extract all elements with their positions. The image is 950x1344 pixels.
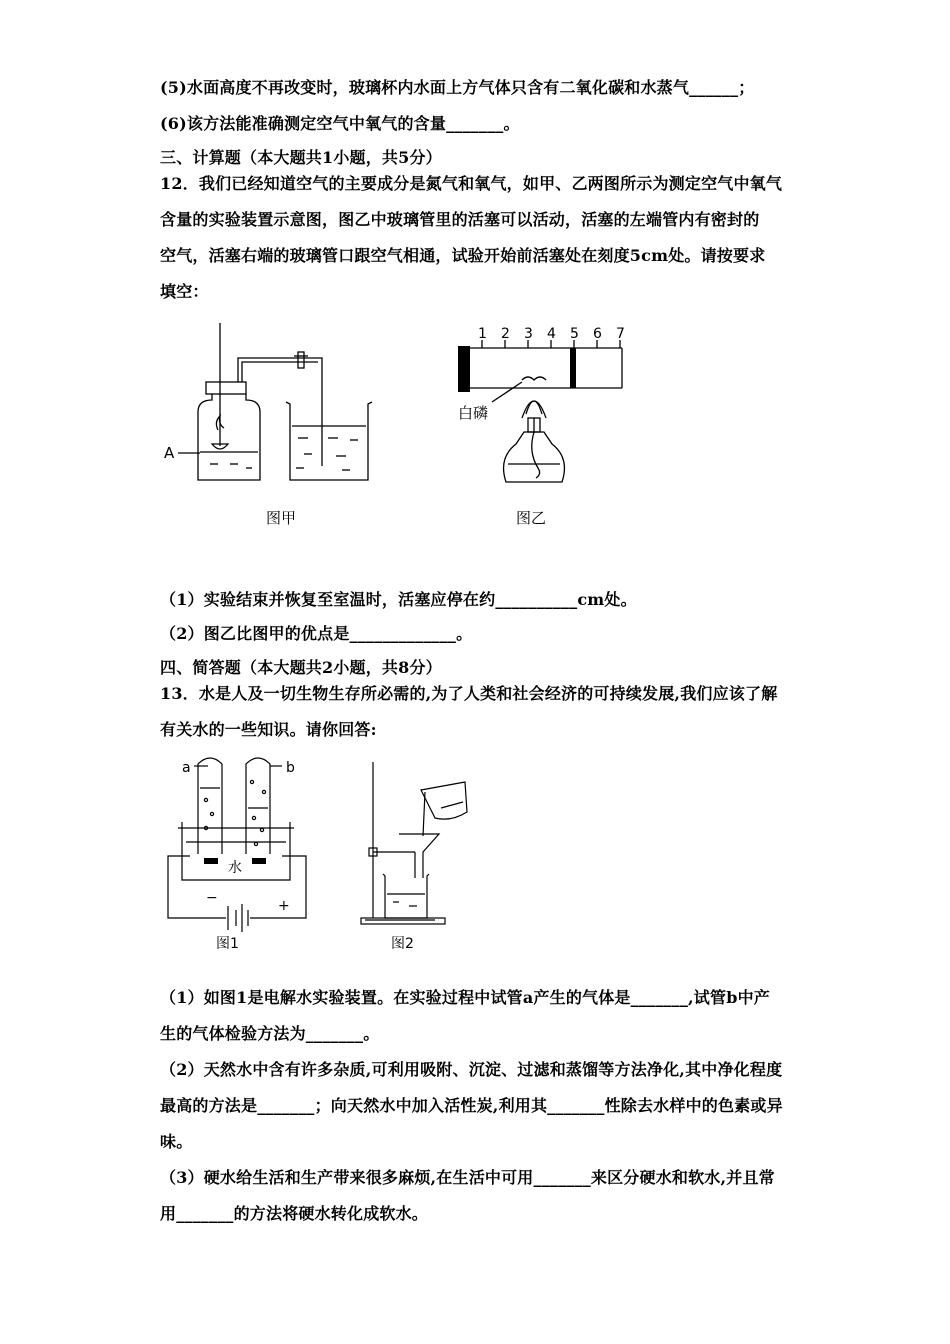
figure-2-filtration <box>355 752 485 952</box>
q12-stem-line2: 含量的实验装置示意图，图乙中玻璃管里的活塞可以活动，活塞的左端管内有密封的 <box>160 210 760 229</box>
label-plus: + <box>278 898 290 914</box>
electrode-a <box>204 858 218 864</box>
caption-jia: 图甲 <box>266 509 297 527</box>
section-4-heading: 四、简答题（本大题共2小题，共8分） <box>160 658 442 677</box>
q13-stem-line1: 13．水是人及一切生物生存所必需的,为了人类和社会经济的可持续发展,我们应该了解 <box>160 684 778 703</box>
ruler-tick-1: 1 <box>478 326 487 342</box>
label-water: 水 <box>228 860 242 876</box>
ruler-tick-2: 2 <box>501 326 510 342</box>
q13-part1-line1: （1）如图1是电解水实验装置。在实验过程中试管a产生的气体是_______,试管b中产 <box>160 988 770 1007</box>
label-a: a <box>182 760 191 776</box>
ruler-tick-7: 7 <box>616 326 625 342</box>
q13-part2-line3: 味。 <box>160 1132 193 1151</box>
piston <box>570 348 576 388</box>
ruler-tick-5: 5 <box>570 326 579 342</box>
ruler-tick-4: 4 <box>547 326 556 342</box>
q11-part5: (5)水面高度不再改变时，玻璃杯内水面上方气体只含有二氧化碳和水蒸气______； <box>160 78 755 97</box>
caption-fig2: 图2 <box>391 936 414 952</box>
q13-part2-line2: 最高的方法是_______；向天然水中加入活性炭,利用其_______性除去水样中的色素或异 <box>160 1096 783 1115</box>
caption-yi: 图乙 <box>516 509 547 527</box>
q13-part3-line2: 用_______的方法将硬水转化成软水。 <box>160 1204 429 1223</box>
tube-stopper <box>458 346 470 392</box>
ruler-tick-6: 6 <box>593 326 602 342</box>
label-b: b <box>286 760 295 776</box>
label-A: A <box>164 444 175 462</box>
q13-stem-line2: 有关水的一些知识。请你回答: <box>160 720 377 739</box>
q12-stem-line3: 空气，活塞右端的玻璃管口跟空气相通，试验开始前活塞处在刻度5cm处。请按要求 <box>160 246 766 265</box>
label-minus: − <box>206 890 218 906</box>
section-3-heading: 三、计算题（本大题共1小题，共5分） <box>160 148 442 167</box>
q12-stem-line1: 12．我们已经知道空气的主要成分是氮气和氧气，如甲、乙两图所示为测定空气中氧气 <box>160 174 783 193</box>
caption-fig1: 图1 <box>216 936 239 952</box>
figure-jia <box>158 318 388 538</box>
q12-part2: （2）图乙比图甲的优点是_____________。 <box>160 624 473 643</box>
q13-part2-line1: （2）天然水中含有许多杂质,可利用吸附、沉淀、过滤和蒸馏等方法净化,其中净化程度 <box>160 1060 783 1079</box>
q11-part6: (6)该方法能准确测定空气中氧气的含量_______。 <box>160 114 520 133</box>
figure-1-electrolysis <box>160 752 320 952</box>
electrode-b <box>252 858 266 864</box>
ruler-tick-3: 3 <box>524 326 533 342</box>
q12-part1: （1）实验结束并恢复至室温时，活塞应停在约__________cm处。 <box>160 590 637 609</box>
q12-stem-line4: 填空： <box>160 282 209 301</box>
q13-part3-line1: （3）硬水给生活和生产带来很多麻烦,在生活中可用_______来区分硬水和软水,并且常 <box>160 1168 775 1187</box>
q13-part1-line2: 生的气体检验方法为_______。 <box>160 1024 380 1043</box>
figure-yi <box>452 318 642 538</box>
label-bailin: 白磷 <box>458 404 489 422</box>
